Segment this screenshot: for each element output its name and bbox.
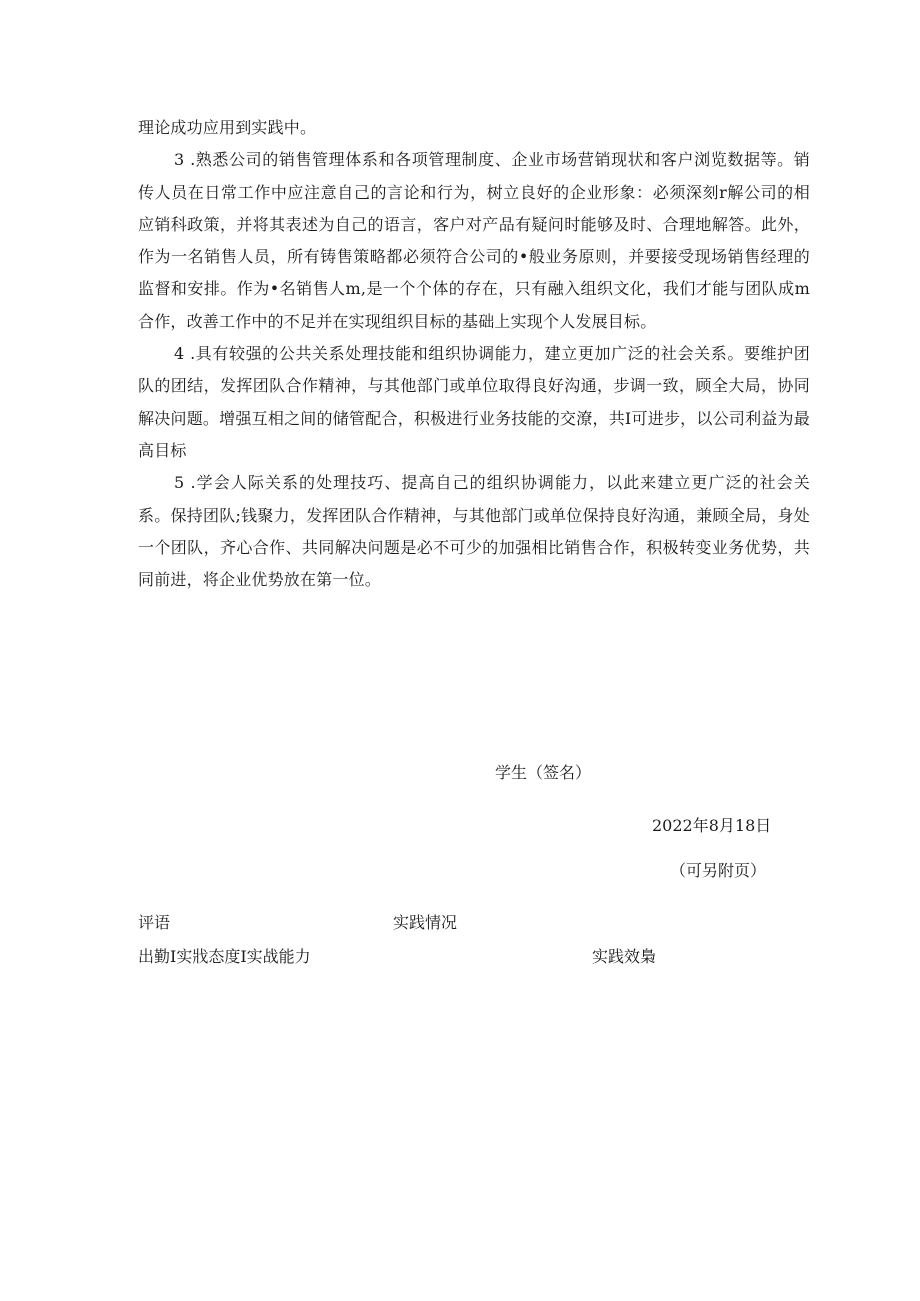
practice-effect-label: 实践效梟 — [592, 947, 657, 966]
practice-status-label: 实践情况 — [393, 913, 458, 932]
student-signature-label: 学生（签名） — [495, 763, 592, 782]
paragraph-item-5: 5 .学会人际关系的处理技巧、提高自己的组织协调能力，以此来建立更广泛的社会关系。保持团队;钱聚力，发挥团队合作精神，与其他部门或单位保持良好沟通，兼顾全局，身处一个团队，齐心合作、共同解决问题是必不可少的加强相比销售合作，积极转变业务优势，共同前进，将企业优势放在第一位。 — [138, 473, 810, 590]
paragraph-continuation: 理论成功应用到实践中。 — [138, 118, 317, 137]
evaluation-items: 出勤I实戕态度I实战能力 — [138, 947, 311, 966]
paragraph-item-4: 4 .具有较强的公共关系处理技能和组织协调能力，建立更加广泛的社会关系。要维护团队的团结，发挥团队合作精神，与其他部门或单位取得良好沟通，步调一致，顾全大局，协同解决问题。增强互相之间的储管配合，积极进行业务技能的交潦，共I可进步，以公司利益为最高目标 — [138, 344, 810, 460]
signature-date: 2022年8月18日 — [652, 816, 772, 835]
attachment-note: （可另附页） — [670, 861, 767, 880]
body-text — [138, 112, 810, 596]
paragraph-item-3: 3 .熟悉公司的销售管理体系和各项管理制度、企业市场营销现状和客户浏览数据等。销传人员在日常工作中应注意自己的言论和行为，树立良好的企业形象：必须深刻r解公司的相应销科政策，并将其表述为自己的语言，客户对产品有疑问时能够及时、合理地解答。此外，作为一名销售人员，所有铸售策略都必须符合公司的•般业务原则，并要接受现场销售经理的监督和安排。作为•名销售人m,是一个个体的存在，只有融入组织文化，我们才能与团队成m合作，改善工作中的不足并在实现组织目标的基础上实现个人发展目标。 — [138, 150, 810, 331]
comment-label: 评语 — [138, 913, 171, 932]
